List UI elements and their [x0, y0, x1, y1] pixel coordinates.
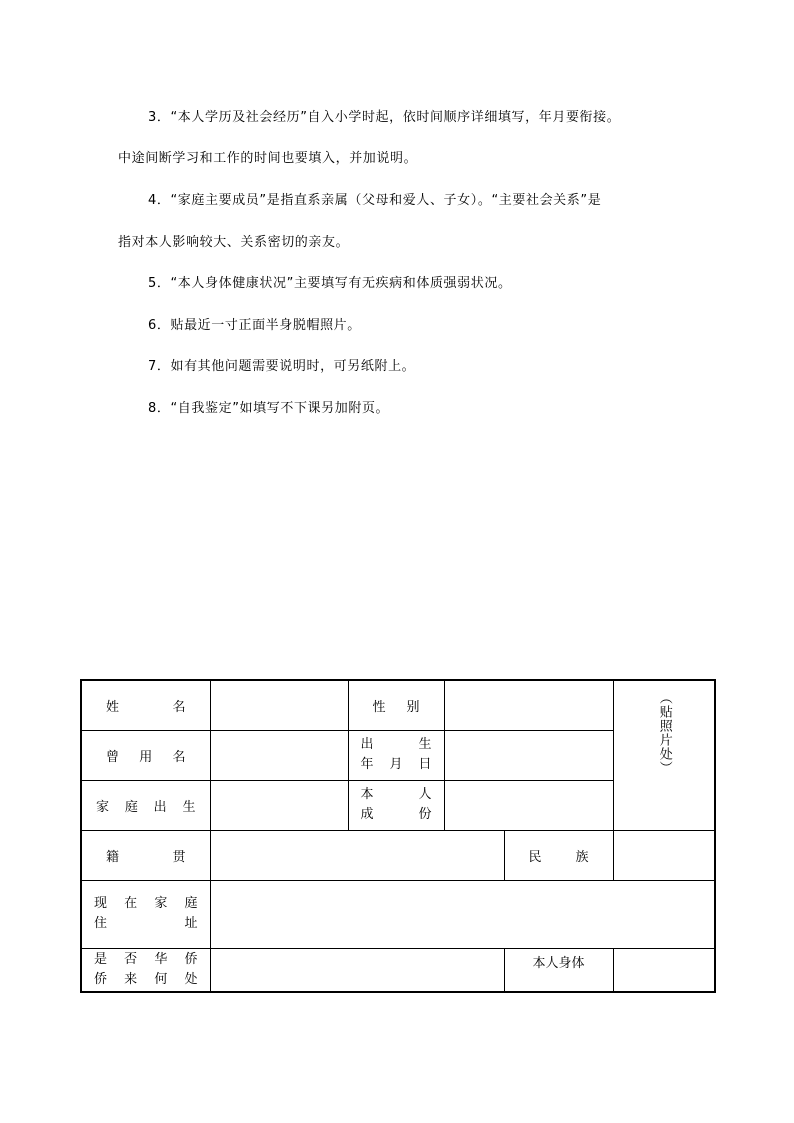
ethnicity-value[interactable]	[613, 830, 715, 880]
former-name-value[interactable]	[210, 730, 348, 780]
instruction-4-cont: 指对本人影响较大、关系密切的亲友。	[118, 235, 350, 250]
personal-status-label: 本 人 成 份	[348, 780, 444, 830]
name-label: 姓 名	[81, 680, 210, 730]
native-place-label: 籍 贯	[81, 830, 210, 880]
ethnicity-label: 民 族	[504, 830, 613, 880]
overseas-value[interactable]	[210, 948, 504, 992]
instruction-4: 4．“家庭主要成员”是指直系亲属（父母和爱人、子女）。“主要社会关系”是	[148, 193, 602, 208]
instruction-6: 6．贴最近一寸正面半身脱帽照片。	[148, 318, 361, 333]
health-value[interactable]	[613, 948, 715, 992]
birth-date-value[interactable]	[444, 730, 613, 780]
instruction-8: 8．“自我鉴定”如填写不下课另加附页。	[148, 401, 390, 416]
instruction-7: 7．如有其他问题需要说明时，可另纸附上。	[148, 359, 416, 374]
family-origin-label: 家 庭 出 生	[81, 780, 210, 830]
former-name-label: 曾 用 名	[81, 730, 210, 780]
personal-info-form	[80, 679, 716, 993]
photo-area: （贴照片处）	[613, 680, 715, 830]
instruction-5: 5．“本人身体健康状况”主要填写有无疾病和体质强弱状况。	[148, 276, 512, 291]
instruction-3-cont: 中途间断学习和工作的时间也要填入，并加说明。	[118, 151, 418, 166]
personal-status-value[interactable]	[444, 780, 613, 830]
native-place-value[interactable]	[210, 830, 504, 880]
instruction-3: 3．“本人学历及社会经历”自入小学时起，依时间顺序详细填写，年月要衔接。	[148, 110, 621, 125]
family-origin-value[interactable]	[210, 780, 348, 830]
address-value[interactable]	[210, 880, 715, 948]
gender-label: 性 别	[348, 680, 444, 730]
name-value[interactable]	[210, 680, 348, 730]
health-label: 本人身体	[504, 948, 613, 992]
overseas-label: 是 否 华 侨 侨 来 何 处	[81, 948, 210, 992]
gender-value[interactable]	[444, 680, 613, 730]
birth-date-label: 出 生 年 月 日	[348, 730, 444, 780]
address-label: 现 在 家 庭 住 址	[81, 880, 210, 948]
